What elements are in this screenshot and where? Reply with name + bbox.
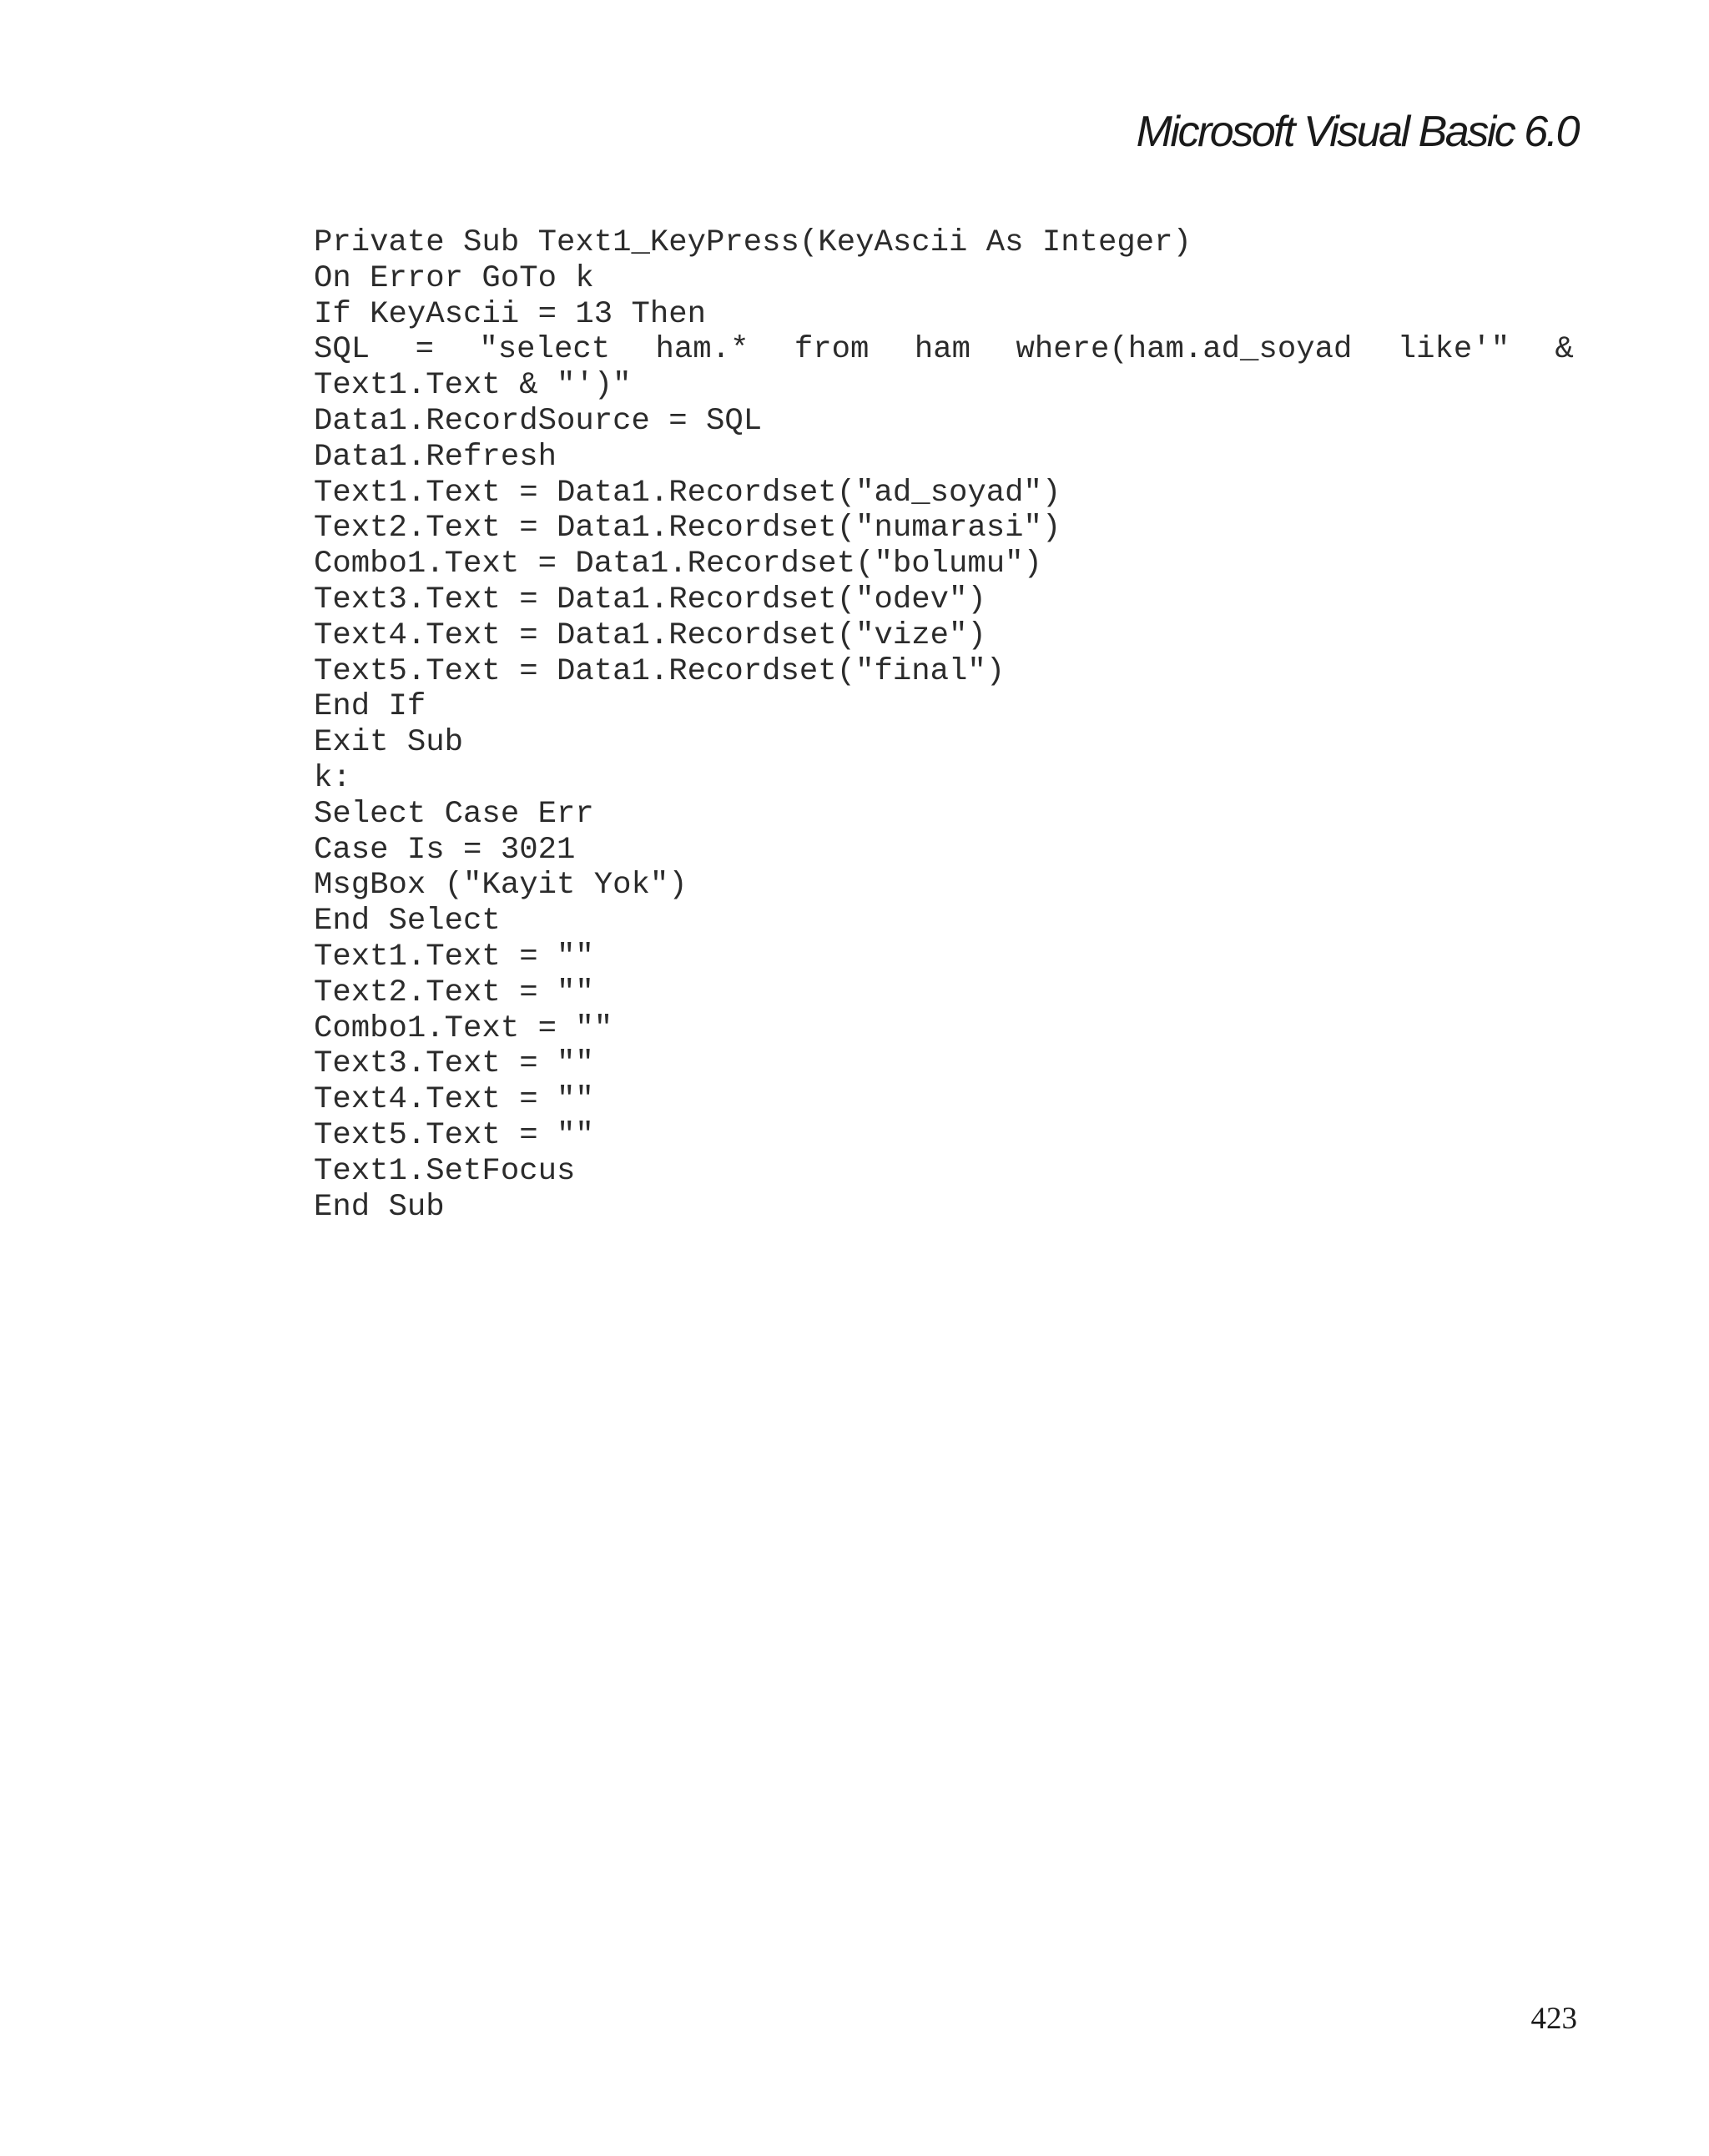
code-line: Text1.Text = Data1.Recordset("ad_soyad") [314, 475, 1061, 511]
code-token: & [1555, 332, 1574, 368]
code-line: End Sub [314, 1189, 445, 1225]
code-line: Text4.Text = Data1.Recordset("vize") [314, 617, 986, 653]
code-line: Text3.Text = Data1.Recordset("odev") [314, 582, 986, 617]
code-line: Text2.Text = "" [314, 975, 594, 1010]
code-line: Text5.Text = Data1.Recordset("final") [314, 653, 1006, 689]
code-line: If KeyAscii = 13 Then [314, 296, 707, 332]
code-line: Data1.Refresh [314, 439, 557, 475]
code-line: Text5.Text = "" [314, 1117, 594, 1153]
code-line-justified [314, 332, 1574, 368]
code-token: ham.* [655, 332, 749, 368]
code-line: Text1.Text & "')" [314, 368, 632, 404]
code-line: On Error GoTo k [314, 260, 594, 296]
code-token: ham [914, 332, 971, 368]
code-line: k: [314, 760, 351, 796]
code-token: like'" [1397, 332, 1510, 368]
code-line: End Select [314, 904, 501, 939]
code-line: Text4.Text = "" [314, 1082, 594, 1118]
code-line: End If [314, 689, 426, 725]
code-token: where(ham.ad_soyad [1016, 332, 1353, 368]
code-token: "select [479, 332, 611, 368]
code-line: Select Case Err [314, 796, 594, 832]
page-number: 423 [1530, 2002, 1577, 2036]
code-line: Exit Sub [314, 725, 464, 761]
code-line: Combo1.Text = Data1.Recordset("bolumu") [314, 547, 1042, 582]
code-token: from [794, 332, 870, 368]
code-line: Text1.Text = "" [314, 939, 594, 975]
running-header-title: Microsoft Visual Basic 6.0 [1136, 108, 1578, 156]
code-line: Text3.Text = "" [314, 1046, 594, 1082]
code-line: Combo1.Text = "" [314, 1010, 613, 1046]
code-line: Text1.SetFocus [314, 1153, 576, 1189]
code-line: MsgBox ("Kayit Yok") [314, 868, 688, 904]
code-line: Data1.RecordSource = SQL [314, 403, 763, 439]
code-line: Private Sub Text1_KeyPress(KeyAscii As Integer) [314, 225, 1192, 260]
code-token: SQL [314, 332, 371, 368]
code-token: = [415, 332, 434, 368]
code-line: Case Is = 3021 [314, 832, 576, 868]
code-listing [314, 225, 1574, 1225]
code-line: Text2.Text = Data1.Recordset("numarasi") [314, 511, 1061, 547]
